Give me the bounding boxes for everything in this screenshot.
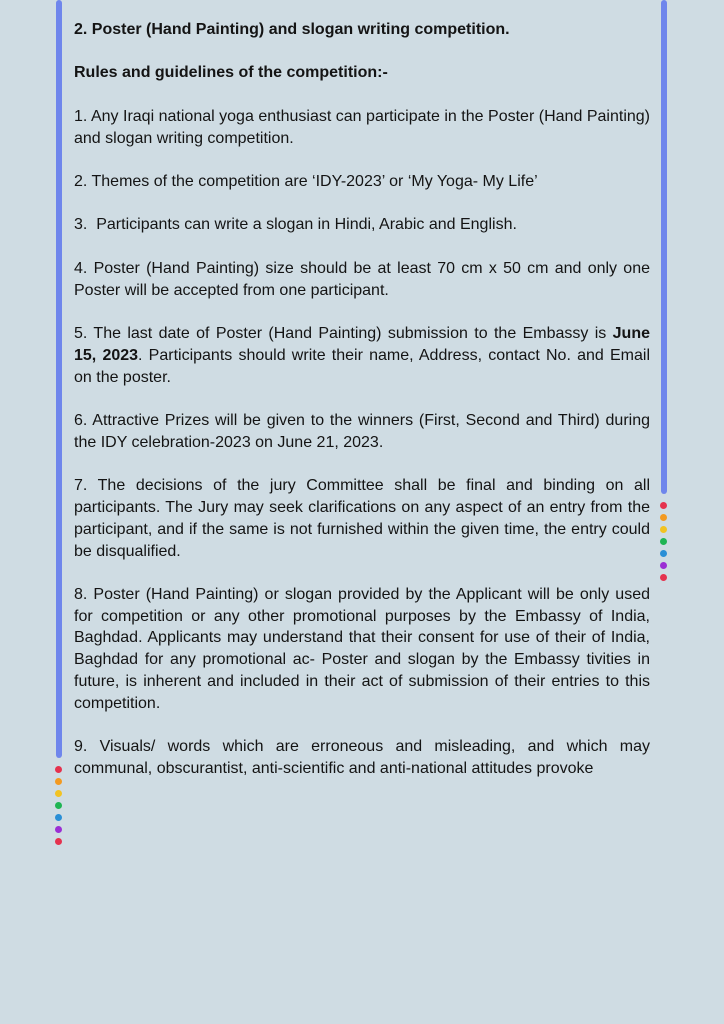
decorative-dot — [55, 790, 62, 797]
rule-5 — [74, 323, 650, 388]
rule-1: 1. Any Iraqi national yoga enthusiast can participate in the Poster (Hand Painting) and slogan writing competition. — [74, 107, 650, 147]
decorative-dot — [660, 562, 667, 569]
rule-7: 7. The decisions of the jury Committee shall be final and binding on all participants. The Jury may seek clarifications on any aspect of an entry from the participant, and if the same is not furnished within the given time, the entry could be disqualified. — [74, 477, 650, 560]
decorative-dot — [55, 778, 62, 785]
decorative-dot — [55, 802, 62, 809]
left-dot-column — [55, 766, 63, 850]
decorative-dot — [55, 826, 62, 833]
rule-5-text-before: 5. The last date of Poster (Hand Painting) submission to the Embassy is — [74, 324, 613, 342]
right-dot-column — [660, 502, 668, 586]
rule-8: 8. Poster (Hand Painting) or slogan provided by the Applicant will be only used for competition or any other promotional purposes by the Embassy of India, Baghdad. Applicants may understand that their consent for use of their of India, Baghdad for any promotional ac- Poster and slogan by the Embassy tivities in future, is inherent and included in their act of submission of their entries to this competition. — [74, 585, 650, 712]
decorative-dot — [660, 550, 667, 557]
rules-heading: Rules and guidelines of the competition:- — [74, 64, 388, 82]
document-body — [74, 19, 650, 780]
decorative-dot — [660, 514, 667, 521]
rule-5-deadline: June 15, 2023 — [74, 324, 650, 364]
section-title: 2. Poster (Hand Painting) and slogan writing competition. — [74, 21, 510, 38]
right-accent-bar — [661, 0, 667, 494]
left-accent-bar — [56, 0, 62, 758]
rule-4: 4. Poster (Hand Painting) size should be at least 70 cm x 50 cm and only one Poster will be accepted from one participant. — [74, 259, 650, 299]
rule-9: 9. Visuals/ words which are erroneous and misleading, and which may communal, obscurantist, anti-scientific and anti-national attitudes provoke — [74, 738, 650, 778]
decorative-dot — [660, 538, 667, 545]
rule-5-text-after: . Participants should write their name, Address, contact No. and Email on the poster. — [74, 346, 650, 386]
rule-2: 2. Themes of the competition are ‘IDY-2023’ or ‘My Yoga- My Life’ — [74, 172, 538, 190]
decorative-dot — [660, 526, 667, 533]
decorative-dot — [660, 502, 667, 509]
rule-6: 6. Attractive Prizes will be given to the winners (First, Second and Third) during the IDY celebration-2023 on June 21, 2023. — [74, 411, 650, 451]
decorative-dot — [55, 814, 62, 821]
decorative-dot — [55, 766, 62, 773]
rule-3: 3. Participants can write a slogan in Hindi, Arabic and English. — [74, 216, 517, 234]
decorative-dot — [55, 838, 62, 845]
decorative-dot — [660, 574, 667, 581]
